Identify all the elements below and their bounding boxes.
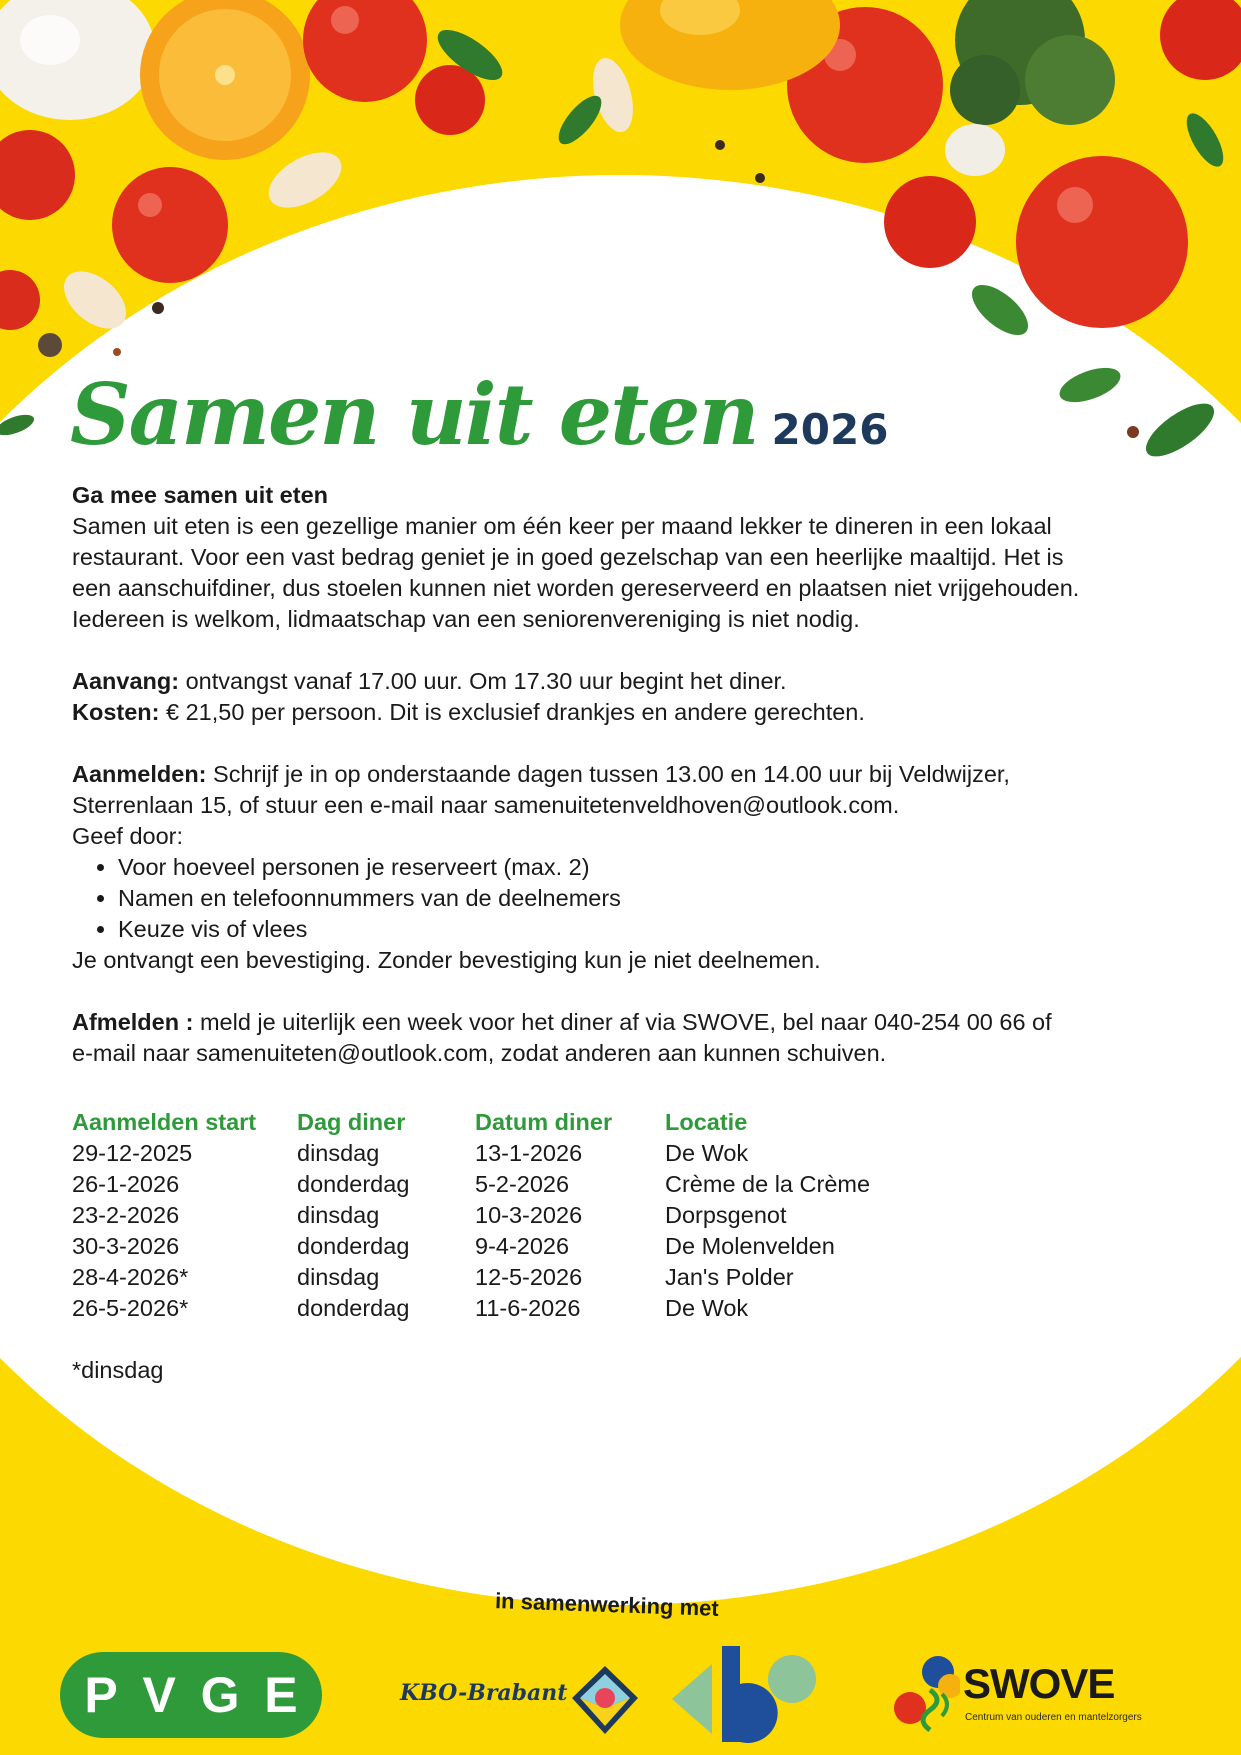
- cell-start: 26-5-2026*: [72, 1295, 189, 1321]
- cell-day: donderdag: [297, 1295, 410, 1321]
- partners-caption: in samenwerking met: [494, 1588, 720, 1621]
- cell-date: 12-5-2026: [475, 1264, 583, 1290]
- shapes-logo-icon: [672, 1644, 822, 1744]
- pvge-logo: [60, 1652, 322, 1738]
- header-date: Datum diner: [475, 1109, 613, 1135]
- partner-logos: [0, 1620, 1241, 1755]
- body-text: [72, 480, 1182, 1069]
- pvge-letter: V: [142, 1667, 176, 1723]
- cell-day: dinsdag: [297, 1264, 380, 1290]
- pvge-letter: E: [264, 1667, 298, 1723]
- cell-start: 26-1-2026: [72, 1171, 180, 1197]
- start-text: ontvangst vanaf 17.00 uur. Om 17.30 uur begint het diner.: [179, 668, 787, 694]
- cell-location: Crème de la Crème: [665, 1171, 871, 1197]
- cell-start: 28-4-2026*: [72, 1264, 189, 1290]
- kbo-brabant-logo-text: KBO-Brabant: [400, 1680, 568, 1706]
- swove-logo-icon: [890, 1650, 960, 1740]
- intro-line: een aanschuifdiner, dus stoelen kunnen niet worden gereserveerd en plaatsen niet vrijgehouden.: [72, 575, 1080, 601]
- intro-heading: Ga mee samen uit eten: [72, 482, 328, 508]
- start-label: Aanvang:: [72, 668, 180, 694]
- header-location: Locatie: [665, 1109, 748, 1135]
- page-title: [70, 365, 888, 464]
- register-text: Schrijf je in op onderstaande dagen tussen 13.00 en 14.00 uur bij Veldwijzer,: [206, 761, 1010, 787]
- intro-line: Iedereen is welkom, lidmaatschap van een seniorenvereniging is niet nodig.: [72, 606, 860, 632]
- title-year: 2026: [771, 405, 889, 454]
- schedule-footnote: *dinsdag: [72, 1357, 164, 1383]
- cell-date: 11-6-2026: [475, 1295, 581, 1321]
- start-info: [72, 666, 1182, 697]
- cancel-label: Afmelden :: [72, 1009, 194, 1035]
- swove-subtitle: Centrum van ouderen en mantelzorgers: [965, 1712, 1142, 1723]
- pvge-letter: P: [84, 1667, 118, 1723]
- cell-location: De Molenvelden: [665, 1233, 835, 1259]
- cell-start: 30-3-2026: [72, 1233, 180, 1259]
- list-item: • Keuze vis of vlees: [118, 914, 1182, 945]
- cell-date: 9-4-2026: [475, 1233, 570, 1259]
- cell-start: 23-2-2026: [72, 1202, 180, 1228]
- cell-location: De Wok: [665, 1140, 749, 1166]
- list-item: • Voor hoeveel personen je reserveert (max. 2): [118, 852, 1182, 883]
- costs-label: Kosten:: [72, 699, 160, 725]
- title-script: Samen uit eten: [70, 365, 758, 464]
- costs-info: [72, 697, 1182, 728]
- cell-day: donderdag: [297, 1233, 410, 1259]
- cell-day: dinsdag: [297, 1140, 380, 1166]
- cancel-text: meld je uiterlijk een week voor het diner af via SWOVE, bel naar 040-254 00 66 of: [193, 1009, 1052, 1035]
- cell-location: Dorpsgenot: [665, 1202, 787, 1228]
- list-item: • Namen en telefoonnummers van de deelnemers: [118, 883, 1182, 914]
- confirm-text: Je ontvangt een bevestiging. Zonder bevestiging kun je niet deelnemen.: [72, 947, 821, 973]
- cell-day: dinsdag: [297, 1202, 380, 1228]
- header-day: Dag diner: [297, 1109, 406, 1135]
- register-text-2: Sterrenlaan 15, of stuur een e-mail naar samenuitetenveldhoven@outlook.com.: [72, 792, 900, 818]
- cell-start: 29-12-2025: [72, 1140, 193, 1166]
- register-info: [72, 759, 1182, 790]
- give-label: Geef door:: [72, 823, 184, 849]
- cell-date: 5-2-2026: [475, 1171, 570, 1197]
- cell-location: Jan's Polder: [665, 1264, 794, 1290]
- kbo-diamond-icon: [570, 1664, 640, 1736]
- cancel-text-2: e-mail naar samenuiteten@outlook.com, zodat anderen aan kunnen schuiven.: [72, 1040, 887, 1066]
- cell-date: 13-1-2026: [475, 1140, 583, 1166]
- intro-line: Samen uit eten is een gezellige manier om één keer per maand lekker te dineren in een lokaal: [72, 513, 1052, 539]
- pvge-letter: G: [200, 1667, 240, 1723]
- intro-line: restaurant. Voor een vast bedrag geniet je in goed gezelschap van een heerlijke maaltijd. Het is: [72, 544, 1064, 570]
- cell-day: donderdag: [297, 1171, 410, 1197]
- register-label: Aanmelden:: [72, 761, 207, 787]
- cell-location: De Wok: [665, 1295, 749, 1321]
- header-start: Aanmelden start: [72, 1109, 257, 1135]
- costs-text: € 21,50 per persoon. Dit is exclusief drankjes en andere gerechten.: [159, 699, 865, 725]
- cell-date: 10-3-2026: [475, 1202, 583, 1228]
- cancel-info: [72, 1007, 1182, 1038]
- swove-logo-text: SWOVE: [963, 1660, 1115, 1707]
- register-bullets: [72, 852, 1182, 945]
